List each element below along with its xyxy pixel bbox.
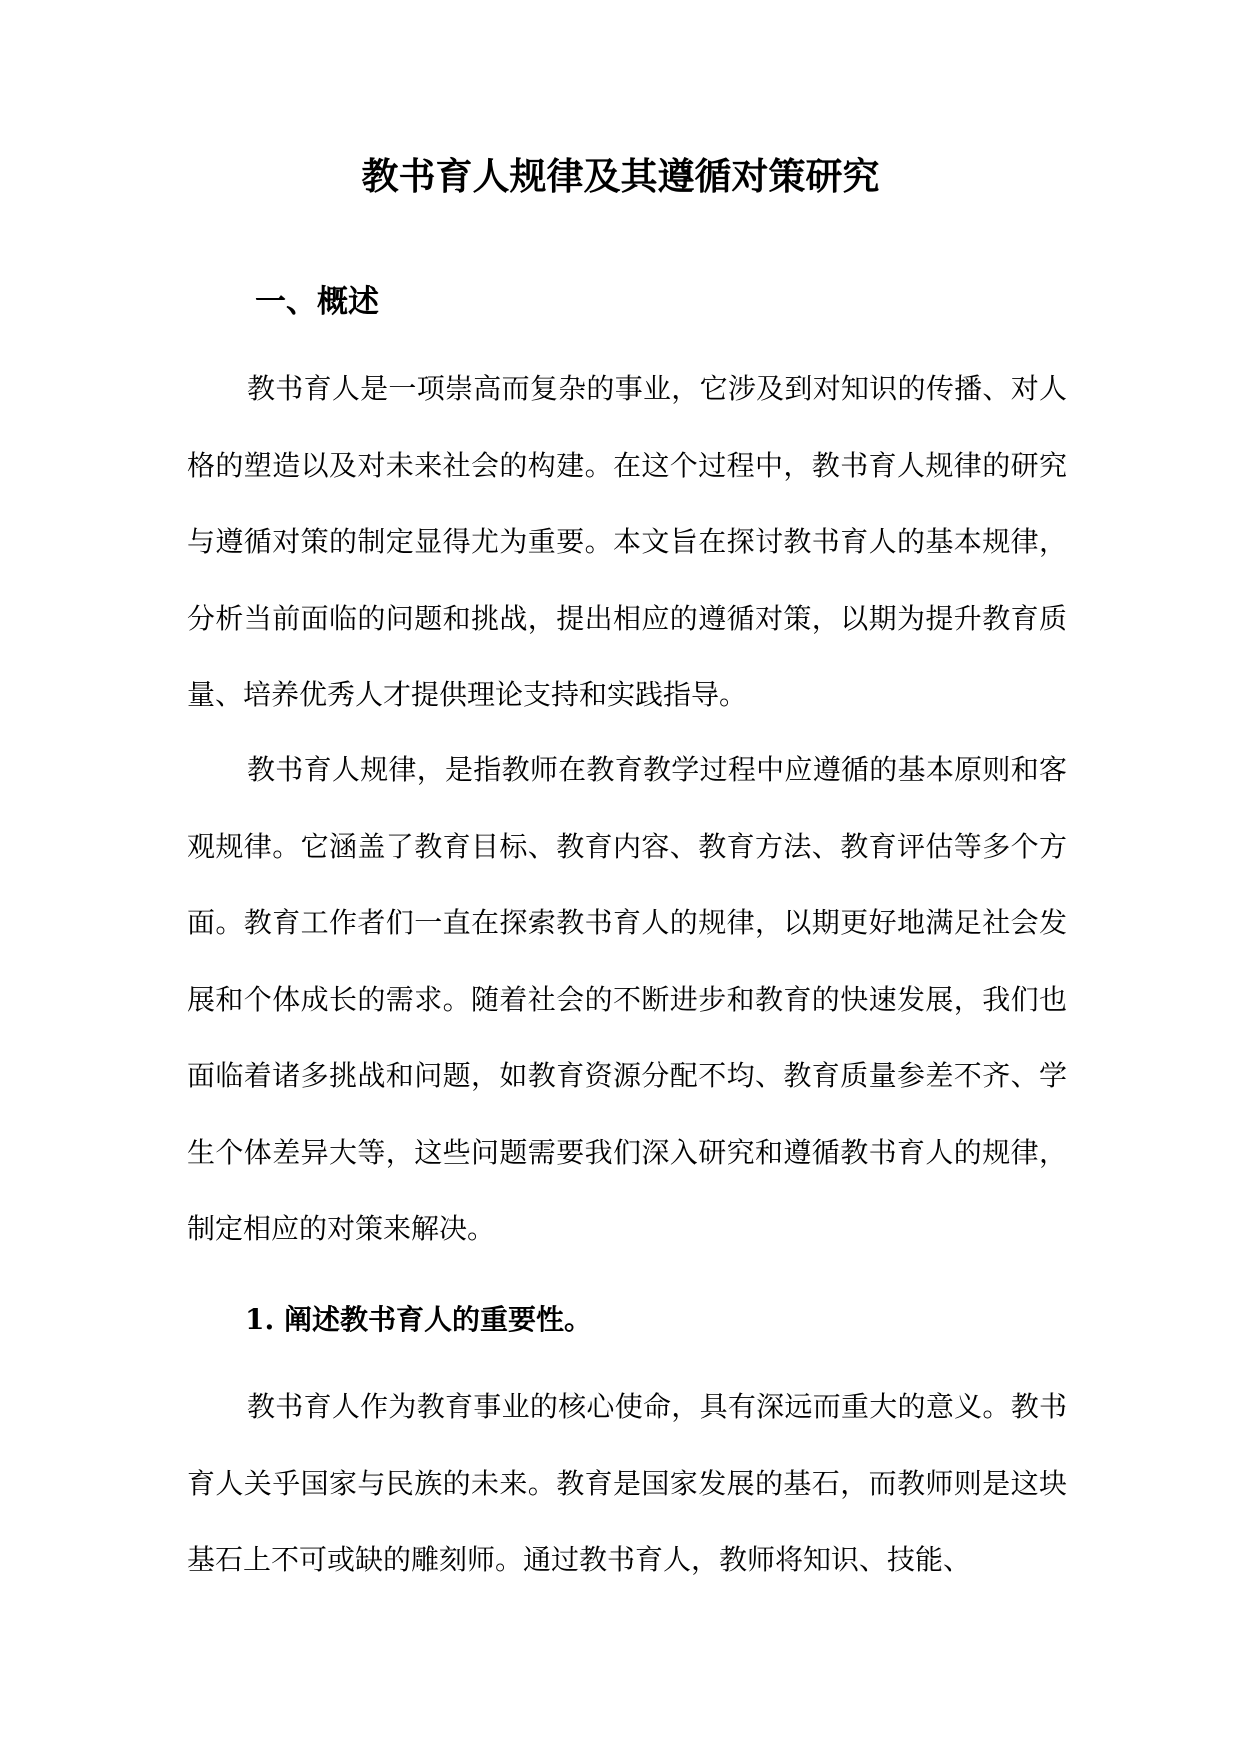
paragraph-importance: 教书育人作为教育事业的核心使命，具有深远而重大的意义。教书育人关乎国家与民族的未来。教育是国家发展的基石，而教师则是这块基石上不可或缺的雕刻师。通过教书育人，教师将知识、技能、 [187, 1390, 1067, 1576]
paragraph-definition: 教书育人规律，是指教师在教育教学过程中应遵循的基本原则和客观规律。它涵盖了教育目标、教育内容、教育方法、教育评估等多个方面。教育工作者们一直在探索教书育人的规律，以期更好地满足社会发展和个体成长的需求。随着社会的不断进步和教育的快速发展，我们也面临着诸多挑战和问题，如教育资源分配不均、教育质量参差不齐、学生个体差异大等，这些问题需要我们深入研究和遵循教书育人的规律，制定相应的对策来解决。 [187, 753, 1067, 1245]
section-heading: 一、概述 [255, 284, 379, 320]
document-title: 教书育人规律及其遵循对策研究 [361, 154, 880, 198]
paragraph-intro: 教书育人是一项崇高而复杂的事业，它涉及到对知识的传播、对人格的塑造以及对未来社会的构建。在这个过程中，教书育人规律的研究与遵循对策的制定显得尤为重要。本文旨在探讨教书育人的基本规律，分析当前面临的问题和挑战，提出相应的遵循对策，以期为提升教育质量、培养优秀人才提供理论支持和实践指导。 [187, 372, 1067, 711]
subsection-heading: 1. 阐述教书育人的重要性。 [245, 1303, 592, 1336]
